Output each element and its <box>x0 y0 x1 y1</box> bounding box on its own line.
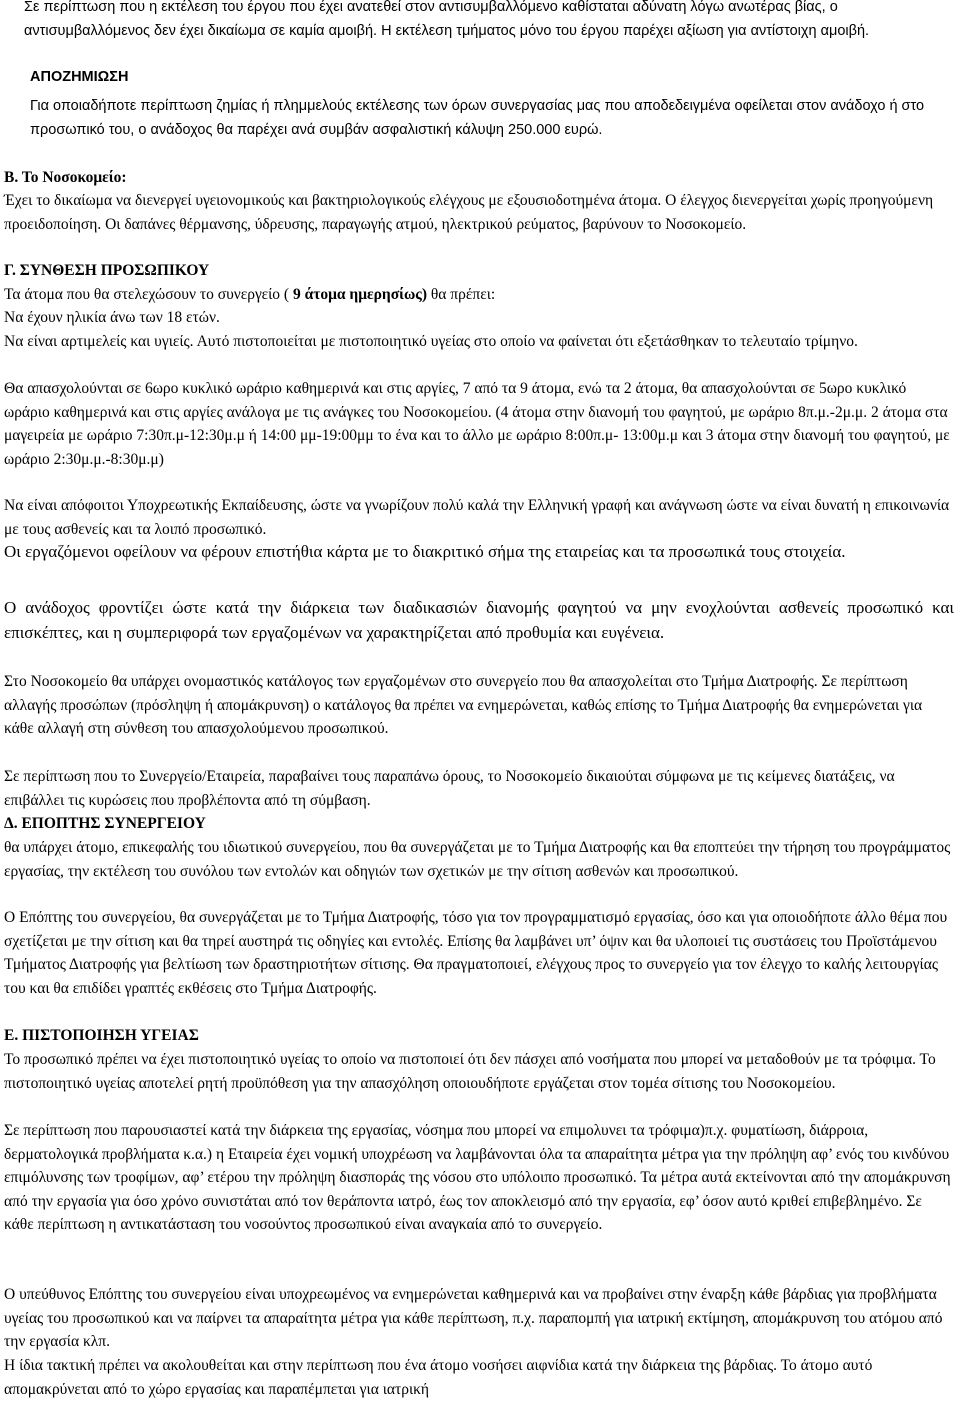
paragraph-sudden-illness: Η ίδια τακτική πρέπει να ακολουθείται και στην περίπτωση που ένα άτομο νοσήσει αιφνίδια κατά την διάρκεια της βάρδιας. Το άτομο αυτό απομακρύνεται από το χώρο εργασίας και παραπέμπεται για ιατρική <box>4 1357 873 1398</box>
heading-supervisor: Δ. ΕΠΟΠΤΗΣ ΣΥΝΕΡΓΕΙΟΥ <box>4 815 206 832</box>
paragraph-force-majeure: Σε περίπτωση που η εκτέλεση του έργου που έχει ανατεθεί στον αντισυμβαλλόμενο καθίσταται αδύνατη λόγω ανωτέρας βίας, ο αντισυμβαλλόμενος δεν έχει δικαίωμα σε καμία αμοιβή. Η εκτέλεση τμήματος μόνο του έργου παρέχει αξίωση για αντίστοιχη αμοιβή. <box>24 0 870 39</box>
paragraph-staff-health: Να είναι αρτιμελείς και υγιείς. Αυτό πιστοποιείται με πιστοποιητικό υγείας στο οποίο να φαίνεται ότι εξετάσθηκαν το τελευταίο τρίμηνο. <box>4 333 858 350</box>
heading-hospital: Β. Το Νοσοκομείο: <box>4 169 127 186</box>
paragraph-staff-requirements <box>4 283 954 307</box>
paragraph-compensation: Για οποιαδήποτε περίπτωση ζημίας ή πλημμελούς εκτέλεσης των όρων συνεργασίας μας που αποδεδειγμένα οφείλεται στον ανάδοχο ή στο προσωπικό του, ο ανάδοχος θα παρέχει ανά συμβάν ασφαλιστική κάλυψη 250.000 ευρώ. <box>30 98 925 138</box>
staff-requirements-pre: Τα άτομα που θα στελεχώσουν το συνεργείο ( <box>4 286 290 303</box>
staff-count-bold: 9 άτομα ημερησίως) <box>289 286 427 303</box>
paragraph-staff-list: Στο Νοσοκομείο θα υπάρχει ονομαστικός κατάλογος των εργαζομένων στο συνεργείο που θα απασχολείται στο Τμήμα Διατροφής. Σε περίπτωση αλλαγής προσώπων (πρόσληψη ή απομάκρυνση) ο κατάλογος θα πρέπει να ενημερώνεται, καθώς επίσης το Τμήμα Διατροφής θα ενημερώνεται για κάθε αλλαγή στη σύνθεση του απασχολούμενου προσωπικού. <box>4 673 923 737</box>
paragraph-supervisor-duties: Ο Επόπτης του συνεργείου, θα συνεργάζεται με το Τμήμα Διατροφής, τόσο για τον προγραμματισμό εργασίας, όσο και για οποιοδήποτε άλλο θέμα που σχετίζεται με την σίτιση και θα τηρεί αυστηρά τις οδηγίες και εντολές. Επίσης θα λαμβάνει υπ’ όψιν και θα υλοποιεί τις συστάσεις του Προϊστάμενου Τμήματος Διατροφής για βελτίωση των δραστηριοτήτων σίτισης. Θα πραγματοποιεί, ελέγχους προς το συνεργείο για τον έλεγχο το καλής λειτουργίας του και θα επιδίδει γραπτές εκθέσεις στο Τμήμα Διατροφής. <box>4 909 948 997</box>
paragraph-supervisor-health-check: Ο υπεύθυνος Επόπτης του συνεργείου είναι υποχρεωμένος να ενημερώνεται καθημερινά και να προβαίνει στην έναρξη κάθε βάρδιας για προβλήματα υγείας του προσωπικού και να παίρνει τα απαραίτητα μέτρα για κάθε περίπτωση, π.χ. παραπομπή για ιατρική εκτίμηση, απομάκρυνση του ατόμου από την εργασία κλπ. <box>4 1286 943 1350</box>
heading-staff-composition: Γ. ΣΥΝΘΕΣΗ ΠΡΟΣΩΠΙΚΟΥ <box>4 262 210 279</box>
paragraph-staff-schedule: Θα απασχολούνται σε 6ωρο κυκλικό ωράριο καθημερινά και στις αργίες, 7 από τα 9 άτομα, ενώ τα 2 άτομα, θα απασχολούνται σε 5ωρο κυκλικό ωράριο καθημερινά και στις αργίες ανάλογα με τις ανάγκες του Νοσοκομείου. (4 άτομα στην διανομή του φαγητού, με ωράριο 8π.μ.-2μ.μ. 2 άτομα στα μαγειρεία με ωράριο 7:30π.μ-12:30μ.μ ή 14:00 μμ-19:00μμ το ένα και το άλλο με ωράριο 8:00π.μ- 13:00μ.μ και 3 άτομα στην διανομή του φαγητού, με ωράριο 2:30μ.μ.-8:30μ.μ) <box>4 380 950 468</box>
paragraph-hospital: Έχει το δικαίωμα να διενεργεί υγειονομικούς και βακτηριολογικούς ελέγχους με εξουσιοδοτημένα άτομα. Ο έλεγχος διενεργείται χωρίς προηγούμενη προειδοποίηση. Οι δαπάνες θέρμανσης, ύδρευσης, παραγωγής ατμού, ηλεκτρικού ρεύματος, βαρύνουν το Νοσοκομείο. <box>4 192 934 233</box>
paragraph-staff-penalties: Σε περίπτωση που το Συνεργείο/Εταιρεία, παραβαίνει τους παραπάνω όρους, το Νοσοκομείο δικαιούται σύμφωνα με τις κείμενες διατάξεις, να επιβάλλει τις κυρώσεις που προβλέποντα από τη σύμβαση. <box>4 768 895 809</box>
paragraph-staff-age: Να έχουν ηλικία άνω των 18 ετών. <box>4 309 220 326</box>
paragraph-supervisor-role: θα υπάρχει άτομο, επικεφαλής του ιδιωτικού συνεργείου, που θα συνεργάζεται με το Τμήμα Διατροφής και θα εποπτεύει την τήρηση του προγράμματος εργασίας, την εκτέλεση του συνόλου των εντολών και οδηγιών των σχετικών με την σίτιση ασθενών και προσωπικού. <box>4 839 951 880</box>
staff-requirements-post: θα πρέπει: <box>427 286 496 303</box>
paragraph-staff-education: Να είναι απόφοιτοι Υποχρεωτικής Εκπαίδευσης, ώστε να γνωρίζουν πολύ καλά την Ελληνική γραφή και ανάγνωση ώστε να είναι δυνατή η επικοινωνία με τους ασθενείς και τα λοιπό προσωπικό. <box>4 497 950 538</box>
paragraph-illness-measures: Σε περίπτωση που παρουσιαστεί κατά την διάρκεια της εργασίας, νόσημα που μπορεί να επιμολυνει τα τρόφιμα)π.χ. φυματίωση, διάρροια, δερματολογικά προβλήματα κ.α.) η Εταιρεία έχει νομική υποχρέωση να λαμβάνονται όλα τα απαραίτητα μέτρα για την πρόληψη αφ’ ενός του κινδύνου επιμόλυνσης των τροφίμων, αφ’ ετέρου την πρόληψη διασποράς της νόσου στο υπόλοιπο προσωπικό. Τα μέτρα αυτά εκτείνονται από την απομάκρυνση από την εργασία για όσο χρόνο συνιστάται από τον θεράποντα ιατρό, έως τον αποκλεισμό από την εργασία, εφ’ όσον αυτό κριθεί επιβεβλημένο. Σε κάθε περίπτωση η αντικατάσταση του νοσούντος προσωπικού είναι αναγκαία από το συνεργείο. <box>4 1122 951 1233</box>
heading-health-certificate: Ε. ΠΙΣΤΟΠΟΙΗΣΗ ΥΓΕΙΑΣ <box>4 1027 199 1044</box>
paragraph-staff-conduct: Ο ανάδοχος φροντίζει ώστε κατά την διάρκεια των διαδικασιών διανομής φαγητού να μην ενοχλούνται ασθενείς προσωπικό και επισκέπτες, και η συμπεριφορά των εργαζομένων να χαρακτηρίζεται από προθυμία και ευγένεια. <box>4 598 954 642</box>
heading-compensation: ΑΠΟΖΗΜΙΩΣΗ <box>30 69 129 85</box>
paragraph-health-certificate: Το προσωπικό πρέπει να έχει πιστοποιητικό υγείας το οποίο να πιστοποιεί ότι δεν πάσχει από νοσήματα που μπορεί να μεταδοθούν με τα τρόφιμα. Το πιστοποιητικό υγείας αποτελεί ρητή προϋπόθεση για την απασχόληση οποιουδήποτε εργάζεται στον τομέα σίτισης του Νοσοκομείου. <box>4 1051 936 1092</box>
paragraph-staff-badge: Οι εργαζόμενοι οφείλουν να φέρουν επιστήθια κάρτα με το διακριτικό σήμα της εταιρείας και τα προσωπικά τους στοιχεία. <box>4 542 846 561</box>
